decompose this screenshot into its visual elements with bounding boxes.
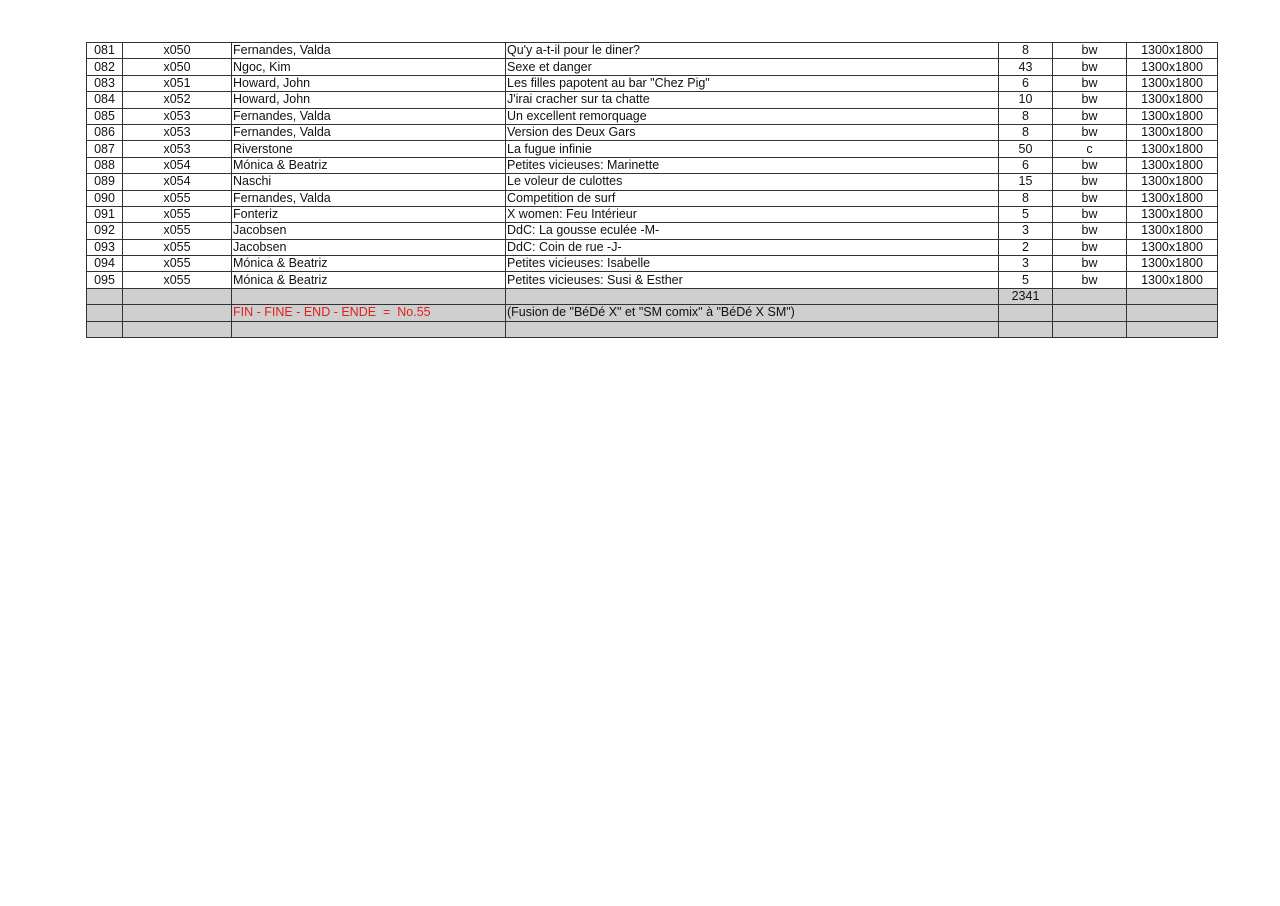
- title-cell: La fugue infinie: [506, 141, 999, 157]
- title-cell: Le voleur de culottes: [506, 174, 999, 190]
- title-cell: Les filles papotent au bar "Chez Pig": [506, 75, 999, 91]
- pages-cell: 6: [999, 75, 1053, 91]
- number-cell: 089: [87, 174, 123, 190]
- size-cell: 1300x1800: [1127, 174, 1218, 190]
- title-cell: DdC: La gousse eculée -M-: [506, 223, 999, 239]
- table-row: [87, 75, 1218, 91]
- number-cell: 084: [87, 92, 123, 108]
- comics-index-table: [86, 42, 1218, 338]
- number-cell: 081: [87, 43, 123, 59]
- color-cell: bw: [1053, 256, 1127, 272]
- size-cell: 1300x1800: [1127, 141, 1218, 157]
- title-cell: Qu'y a-t-il pour le diner?: [506, 43, 999, 59]
- size-cell: 1300x1800: [1127, 157, 1218, 173]
- issue-cell: x050: [123, 59, 232, 75]
- pages-cell: 15: [999, 174, 1053, 190]
- pages-cell: 8: [999, 43, 1053, 59]
- cell: [123, 288, 232, 304]
- color-cell: bw: [1053, 223, 1127, 239]
- size-cell: 1300x1800: [1127, 256, 1218, 272]
- size-cell: 1300x1800: [1127, 124, 1218, 140]
- color-cell: bw: [1053, 272, 1127, 288]
- table-row: [87, 190, 1218, 206]
- pages-cell: 50: [999, 141, 1053, 157]
- title-cell: Version des Deux Gars: [506, 124, 999, 140]
- pages-cell: 6: [999, 157, 1053, 173]
- pages-cell: 5: [999, 272, 1053, 288]
- number-cell: 082: [87, 59, 123, 75]
- cell: [232, 288, 506, 304]
- cell: [506, 288, 999, 304]
- table-row: [87, 174, 1218, 190]
- issue-cell: x055: [123, 239, 232, 255]
- number-cell: 092: [87, 223, 123, 239]
- author-cell: Naschi: [232, 174, 506, 190]
- number-cell: 088: [87, 157, 123, 173]
- total-pages: 2341: [999, 288, 1053, 304]
- pages-cell: 3: [999, 223, 1053, 239]
- author-cell: Mónica & Beatriz: [232, 157, 506, 173]
- author-cell: Ngoc, Kim: [232, 59, 506, 75]
- end-note: FIN - FINE - END - ENDE = No.55: [232, 305, 506, 321]
- issue-cell: x055: [123, 223, 232, 239]
- issue-cell: x053: [123, 141, 232, 157]
- author-cell: Fernandes, Valda: [232, 108, 506, 124]
- cell: [1053, 321, 1127, 337]
- color-cell: bw: [1053, 92, 1127, 108]
- table-row: [87, 43, 1218, 59]
- color-cell: bw: [1053, 108, 1127, 124]
- table-row: [87, 157, 1218, 173]
- size-cell: 1300x1800: [1127, 75, 1218, 91]
- issue-cell: x055: [123, 190, 232, 206]
- color-cell: bw: [1053, 239, 1127, 255]
- number-cell: 083: [87, 75, 123, 91]
- issue-cell: x054: [123, 174, 232, 190]
- table-row: [87, 239, 1218, 255]
- empty-row: [87, 321, 1218, 337]
- title-cell: Competition de surf: [506, 190, 999, 206]
- color-cell: c: [1053, 141, 1127, 157]
- issue-cell: x055: [123, 206, 232, 222]
- author-cell: Riverstone: [232, 141, 506, 157]
- cell: [123, 305, 232, 321]
- table-row: [87, 124, 1218, 140]
- title-cell: Petites vicieuses: Susi & Esther: [506, 272, 999, 288]
- number-cell: 090: [87, 190, 123, 206]
- number-cell: 086: [87, 124, 123, 140]
- cell: [1053, 288, 1127, 304]
- size-cell: 1300x1800: [1127, 239, 1218, 255]
- color-cell: bw: [1053, 59, 1127, 75]
- cell: [87, 305, 123, 321]
- issue-cell: x055: [123, 272, 232, 288]
- cell: [506, 321, 999, 337]
- color-cell: bw: [1053, 43, 1127, 59]
- number-cell: 093: [87, 239, 123, 255]
- title-cell: J'irai cracher sur ta chatte: [506, 92, 999, 108]
- author-cell: Fernandes, Valda: [232, 124, 506, 140]
- fusion-note: (Fusion de "BéDé X" et "SM comix" à "BéDé X SM"): [506, 305, 999, 321]
- pages-cell: 43: [999, 59, 1053, 75]
- total-row: [87, 288, 1218, 304]
- issue-cell: x053: [123, 108, 232, 124]
- title-cell: X women: Feu Intérieur: [506, 206, 999, 222]
- cell: [87, 321, 123, 337]
- cell: [1127, 321, 1218, 337]
- author-cell: Mónica & Beatriz: [232, 272, 506, 288]
- size-cell: 1300x1800: [1127, 108, 1218, 124]
- table-row: [87, 141, 1218, 157]
- color-cell: bw: [1053, 174, 1127, 190]
- table-row: [87, 272, 1218, 288]
- author-cell: Fernandes, Valda: [232, 190, 506, 206]
- pages-cell: 8: [999, 190, 1053, 206]
- end-note-row: [87, 305, 1218, 321]
- pages-cell: 8: [999, 124, 1053, 140]
- number-cell: 091: [87, 206, 123, 222]
- author-cell: Jacobsen: [232, 239, 506, 255]
- number-cell: 095: [87, 272, 123, 288]
- issue-cell: x053: [123, 124, 232, 140]
- table-row: [87, 92, 1218, 108]
- author-cell: Mónica & Beatriz: [232, 256, 506, 272]
- size-cell: 1300x1800: [1127, 43, 1218, 59]
- cell: [1053, 305, 1127, 321]
- pages-cell: 3: [999, 256, 1053, 272]
- issue-cell: x055: [123, 256, 232, 272]
- cell: [1127, 288, 1218, 304]
- author-cell: Fonteriz: [232, 206, 506, 222]
- color-cell: bw: [1053, 124, 1127, 140]
- table-row: [87, 108, 1218, 124]
- size-cell: 1300x1800: [1127, 272, 1218, 288]
- pages-cell: 5: [999, 206, 1053, 222]
- table-row: [87, 206, 1218, 222]
- pages-cell: 10: [999, 92, 1053, 108]
- title-cell: DdC: Coin de rue -J-: [506, 239, 999, 255]
- size-cell: 1300x1800: [1127, 190, 1218, 206]
- cell: [232, 321, 506, 337]
- cell: [87, 288, 123, 304]
- author-cell: Howard, John: [232, 92, 506, 108]
- size-cell: 1300x1800: [1127, 92, 1218, 108]
- cell: [999, 321, 1053, 337]
- size-cell: 1300x1800: [1127, 206, 1218, 222]
- number-cell: 094: [87, 256, 123, 272]
- size-cell: 1300x1800: [1127, 59, 1218, 75]
- cell: [999, 305, 1053, 321]
- color-cell: bw: [1053, 75, 1127, 91]
- number-cell: 087: [87, 141, 123, 157]
- cell: [123, 321, 232, 337]
- issue-cell: x052: [123, 92, 232, 108]
- title-cell: Sexe et danger: [506, 59, 999, 75]
- color-cell: bw: [1053, 206, 1127, 222]
- author-cell: Howard, John: [232, 75, 506, 91]
- table-row: [87, 59, 1218, 75]
- issue-cell: x054: [123, 157, 232, 173]
- number-cell: 085: [87, 108, 123, 124]
- title-cell: Petites vicieuses: Marinette: [506, 157, 999, 173]
- title-cell: Un excellent remorquage: [506, 108, 999, 124]
- issue-cell: x051: [123, 75, 232, 91]
- size-cell: 1300x1800: [1127, 223, 1218, 239]
- author-cell: Jacobsen: [232, 223, 506, 239]
- author-cell: Fernandes, Valda: [232, 43, 506, 59]
- issue-cell: x050: [123, 43, 232, 59]
- color-cell: bw: [1053, 157, 1127, 173]
- cell: [1127, 305, 1218, 321]
- color-cell: bw: [1053, 190, 1127, 206]
- title-cell: Petites vicieuses: Isabelle: [506, 256, 999, 272]
- pages-cell: 8: [999, 108, 1053, 124]
- pages-cell: 2: [999, 239, 1053, 255]
- table-row: [87, 256, 1218, 272]
- table-row: [87, 223, 1218, 239]
